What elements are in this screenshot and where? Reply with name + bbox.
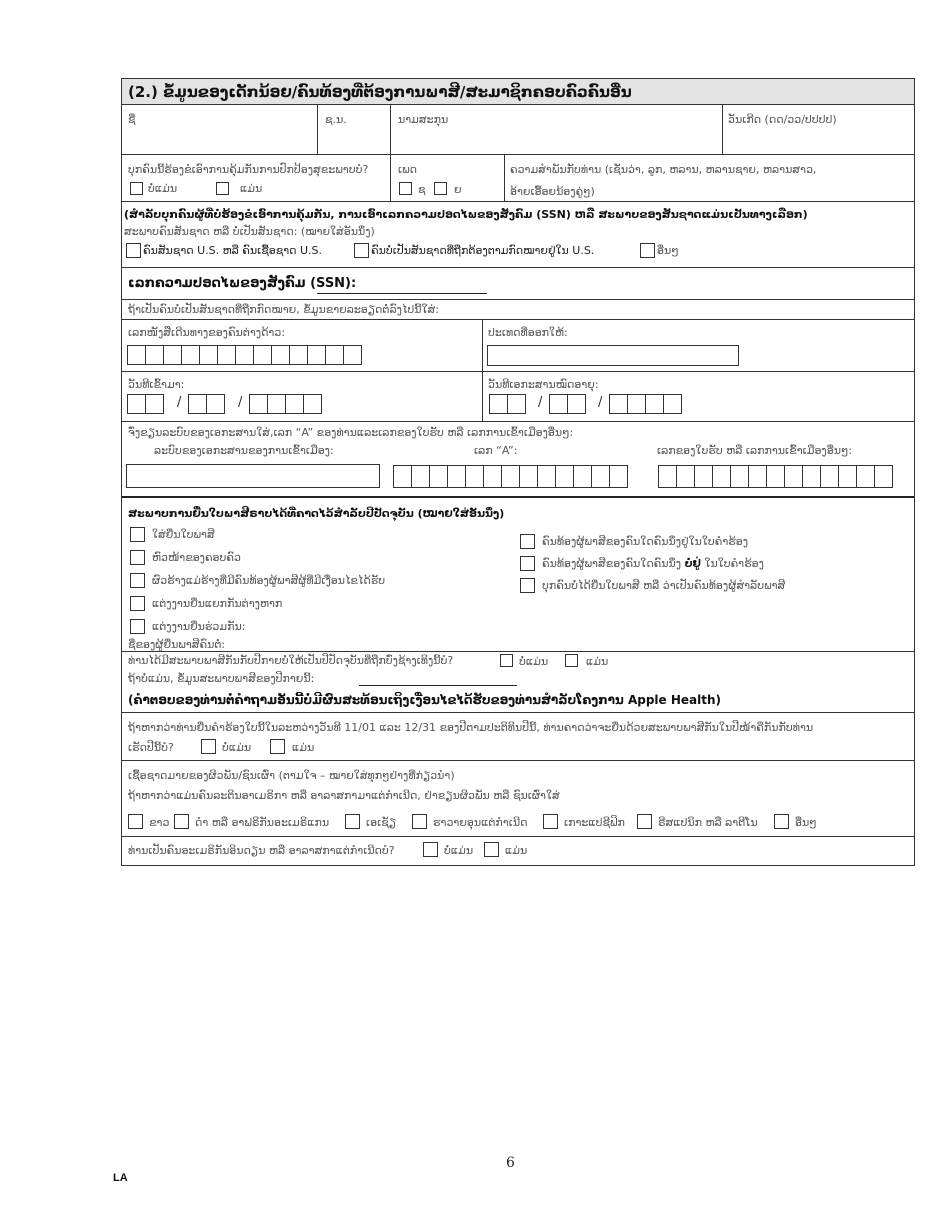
race-hispanic-label: ຣີສແປນິກ ຫລື ລາຕີໂນ xyxy=(658,816,758,829)
married-jointly-label: ແຕ່ງງານຍື່ນຮ່ວມກັນ: xyxy=(152,620,246,633)
name-row xyxy=(122,105,914,155)
ssn-input-line[interactable] xyxy=(317,293,487,294)
doc-type-input[interactable] xyxy=(126,464,380,488)
language-code: LA xyxy=(113,1172,128,1184)
not-filing-label: ບຸກຄົນບໍ່ໄດ້ຍື່ນໃບພາສີ ຫລື ວ່າເປັນຄົນທ້ອງຜູ້ສໍາລັບພາສີ xyxy=(542,579,786,592)
page-number: 6 xyxy=(506,1155,515,1171)
lawful-noncitizen-checkbox[interactable] xyxy=(354,243,369,258)
coverage-yes-checkbox[interactable] xyxy=(216,182,229,195)
sex-f-label: ຍ xyxy=(454,183,462,196)
same-status-yes-label: ແມ່ນ xyxy=(586,655,609,668)
passport-label: ເລກໜັງສືເດີນທາງຂອງຄົນຕ່າງດ້າວ: xyxy=(128,326,286,339)
coverage-row xyxy=(122,155,914,202)
passport-boxes[interactable] xyxy=(127,345,361,365)
next-year-yes-checkbox[interactable] xyxy=(270,739,285,754)
race-note: ຖ້າຫາກວ່າແມ່ນຄົນລະຕິນອາເມຣິກາ ຫລື ອາລາສກາມາແຕ່ກໍາເນີດ, ຢ່າຂຽນຜິວພັນ ຫລື ຊົນເຜົ່າໃສ່ xyxy=(128,789,560,802)
last-name-label[interactable]: ນາມສະກຸນ xyxy=(398,113,449,126)
country-label: ປະເທດທີ່ອອກໃຫ້: xyxy=(488,326,568,339)
not-filing-checkbox[interactable] xyxy=(520,578,535,593)
apple-health-note: (ຄໍາຕອບຂອງທ່ານຕໍ່ຄໍາຖາມອັນນີ້ບໍ່ມີຜົນສະທ້ອນເຖິງເງື່ອນໄຂໄດ້ຮັບຂອງທ່ານສໍາລັບໂຄງການ Apple Health) xyxy=(128,693,721,707)
race-pacific-islander-label: ເກາະແປຊີຟິກ xyxy=(564,816,625,829)
same-status-no-checkbox[interactable] xyxy=(500,654,513,667)
next-year-question: ຖ້າຫາກວ່າທ່ານຍື່ນຄໍາຮ້ອງໃບນີ້ໃນລະຫວ່າງວັນທີ 11/01 ແລະ 12/31 ຂອງປີຕາມປະຕິທິນປີນີ້, ທ່ານຄາດວ່າຈະຍື່ນດ້ວຍສະພາບພາສີກັນໃນປີໜ້າຄືກັນກັບທ່ານ xyxy=(128,721,814,734)
married-separately-label: ແຕ່ງງານຍື່ນແຍກກັນຕ່າງຫາກ xyxy=(152,597,283,610)
tax-filing-title: ສະພາບການຍື່ນໃບພາສີຣາບໄດ້ທີ່ຄາດໄວ້ສໍາລັບປີປັດຈຸບັນ (ໝາຍໃສ່ອັນນຶ່ງ) xyxy=(128,507,505,520)
receipt-number-label: ເລກຂອງໃບຮັບ ຫລື ເລກການເຂົ້າເມືອງອື່ນໆ: xyxy=(657,444,853,457)
married-separately-checkbox[interactable] xyxy=(130,596,145,611)
passport-row xyxy=(122,320,914,372)
same-status-no-label: ບໍ່ແມ່ນ xyxy=(519,655,549,668)
citizenship-status-label: ສະພາບຄົນສັນຊາດ ຫລື ບໍ່ເປັນສັນຊາດ: (ໝາຍໃສ່ອັນນຶ່ງ) xyxy=(124,225,375,238)
country-input[interactable] xyxy=(487,345,739,366)
relationship-label[interactable]: ຄວາມສໍາພັນກັບທ່ານ (ເຊັ່ນວ່າ, ລູກ, ຫລານ, ຫລານຊາຍ, ຫລານສາວ, xyxy=(510,163,817,176)
date-entered-month[interactable] xyxy=(127,394,163,414)
next-year-question-2: ເຮັດປີນີ້ບໍ? xyxy=(128,741,174,754)
married-jointly-checkbox[interactable] xyxy=(130,619,145,634)
qualifying-widow-checkbox[interactable] xyxy=(130,573,145,588)
dependent-not-on-app-label: ຄົນທ້ອງຜູ້ພາສີຂອງຄົນໃດຄົນນຶ່ງ ບໍ່ຢູ່ ໃນໃບຄໍາຮ້ອງ xyxy=(542,557,764,570)
sex-f-checkbox[interactable] xyxy=(434,182,447,195)
us-citizen-checkbox[interactable] xyxy=(126,243,141,258)
us-citizen-label: ຄົນສັນຊາດ U.S. ຫລື ຄົນເຊື້ອຊາດ U.S. xyxy=(143,244,323,257)
lawful-noncitizen-label: ຄົນບໍ່ເປັນສັນຊາດທີ່ຖືກຕ້ອງຕາມກົດໝາຍຢູ່ໃນ U.S. xyxy=(371,244,595,257)
citizenship-row xyxy=(122,202,914,268)
doc-type-label: ລະບົບຂອງເອກະສານຂອງການເຂົ້າເມືອງ: xyxy=(154,444,334,457)
sex-m-checkbox[interactable] xyxy=(399,182,412,195)
doc-expire-year[interactable] xyxy=(609,394,681,414)
date-entered-year[interactable] xyxy=(249,394,321,414)
race-black-label: ດໍາ ຫລື ອາຟຣິກັນອະເມຣິແກນ xyxy=(195,816,330,829)
qualifying-widow-label: ຜົວຮ້າງແມ່ຮ້າງທີ່ມີຄົນທ້ອງຜູ້ພາສີຜູ້ທີ່ມີເງື່ອນໄຂໄດ້ຮັບ xyxy=(152,574,386,587)
other-status-checkbox[interactable] xyxy=(640,243,655,258)
race-section xyxy=(122,761,914,837)
a-number-boxes[interactable] xyxy=(393,465,627,488)
doc-expire-label: ວັນທີເອກະສານໝົດອາຍຸ: xyxy=(488,378,599,391)
ssn-row xyxy=(122,268,914,300)
race-pacific-islander-checkbox[interactable] xyxy=(543,814,558,829)
race-asian-checkbox[interactable] xyxy=(345,814,360,829)
receipt-number-boxes[interactable] xyxy=(658,465,892,488)
race-black-checkbox[interactable] xyxy=(174,814,189,829)
coverage-no-checkbox[interactable] xyxy=(130,182,143,195)
native-no-label: ບໍ່ແມ່ນ xyxy=(444,844,474,857)
next-year-no-label: ບໍ່ແມ່ນ xyxy=(222,741,252,754)
race-native-hawaiian-label: ຮາວາຍອຸນແຕ່ກໍາເນີດ xyxy=(433,816,528,829)
coverage-no-label: ບໍ່ແມ່ນ xyxy=(148,182,178,195)
last-year-status-label: ຖ້າບໍ່ແມ່ນ, ຂໍ້ມູນສະພາບພາສີຂອງປີກາຍນີ້: xyxy=(128,672,315,685)
document-row xyxy=(122,422,914,498)
section-title: (2.) ຂໍ້ມູນຂອງເດັກນ້ອຍ/ຄົນທ້ອງທີ່ຕ້ອງການພາສີ/ສະມາຊິກຄອບຄົວຄົນອື່ນ xyxy=(128,83,632,101)
single-checkbox[interactable] xyxy=(130,527,145,542)
sex-m-label: ຊ xyxy=(418,183,426,196)
doc-expire-day[interactable] xyxy=(549,394,585,414)
dob-label[interactable]: ວັນເກີດ (ດດ/ວວ/ປປປປ) xyxy=(728,113,837,126)
race-title: ເຊື້ອຊາດມາຍຂອງຜິວພັນ/ຊົນເຜົ່າ (ຕາມໃຈ – ໝາຍໃສ່ທຸກໆຢ່າງທີ່ກ່ຽວນໍາ) xyxy=(128,769,455,782)
dependent-on-app-label: ຄົນທ້ອງຜູ້ພາສີຂອງຄົນໃດຄົນນຶ່ງຢູ່ໃນໃບຄໍາຮ້ອງ xyxy=(542,535,749,548)
race-asian-label: ເອເຊັຽ xyxy=(366,816,397,829)
race-other-label: ອື່ນໆ xyxy=(795,816,817,829)
next-year-yes-label: ແມ່ນ xyxy=(292,741,315,754)
other-status-label: ອື່ນໆ xyxy=(657,244,679,257)
dependent-on-app-checkbox[interactable] xyxy=(520,534,535,549)
coverage-yes-label: ແມ່ນ xyxy=(240,182,263,195)
race-hispanic-checkbox[interactable] xyxy=(637,814,652,829)
sex-label: ເພດ xyxy=(398,163,418,176)
dates-row: ວັນທີເຂົ້າມາ: / / ວັນທີເອກະສານໝົດອາຍຸ: / / xyxy=(122,372,914,422)
single-label: ໃສ່ຍື່ນໃບພາສີ xyxy=(152,528,215,541)
date-entered-label: ວັນທີເຂົ້າມາ: xyxy=(128,378,185,391)
first-name-label[interactable]: ຊື່ xyxy=(128,113,136,126)
coverage-question: ບຸກຄົນນີ້ຮ້ອງຂໍເອົາການຄຸ້ມກັນການປົກປ້ອງສຸຂະພາບບໍ? xyxy=(128,163,369,176)
a-number-label: ເລກ “A”: xyxy=(474,444,518,457)
race-white-label: ຂາວ xyxy=(149,816,170,829)
tax-filing-section xyxy=(122,498,914,713)
relationship-label-2: ອ້າຍເອື້ອຍນ້ອງຄູ່ໆ) xyxy=(510,185,595,198)
section-header xyxy=(122,79,914,105)
immigration-note-row xyxy=(122,300,914,320)
last-year-status-input[interactable] xyxy=(359,685,517,686)
native-no-checkbox[interactable] xyxy=(423,842,438,857)
race-white-checkbox[interactable] xyxy=(128,814,143,829)
race-native-hawaiian-checkbox[interactable] xyxy=(412,814,427,829)
native-yes-label: ແມ່ນ xyxy=(505,844,528,857)
race-other-checkbox[interactable] xyxy=(774,814,789,829)
dependent-not-on-app-checkbox[interactable] xyxy=(520,556,535,571)
head-of-household-checkbox[interactable] xyxy=(130,550,145,565)
head-of-household-label: ຫົວໜ້າຂອງຄອບຄົວ xyxy=(152,551,241,564)
same-status-yes-checkbox[interactable] xyxy=(565,654,578,667)
doc-instructions: ຈົ່ງຂຽນລະບົບຂອງເອກະສານໃສ່,ເລກ “A” ຂອງທ່ານແລະເລກຂອງໃບຮັບ ຫລື ເລກການເຂົ້າເມືອງອື່ນໆ: xyxy=(128,426,574,439)
filer-name-label: ຊື່ຂອງຜູ້ຍື່ນພາສີຄົນຕໍ່: xyxy=(128,638,226,651)
native-yes-checkbox[interactable] xyxy=(484,842,499,857)
native-question: ທ່ານເປັນຄົນອະເມຣິກັນອິນດຽນ ຫລື ອາລາສກາແຕ່ກໍາເນີດບໍ? xyxy=(128,844,395,857)
ssn-label: ເລກຄວາມປອດໄພຂອງສັງຄົມ (SSN): xyxy=(128,276,357,291)
next-year-row xyxy=(122,713,914,761)
same-status-question: ທ່ານໄດ້ມີສະພາບພາສີກັນກັບປີກາຍບໍ່ໃຫ້ເປັນປີປັດຈຸບັນທີ່ຖືກບົ່ງຊ້າງເທິງນີ້ບໍ? xyxy=(128,654,454,667)
dependent-info-form xyxy=(121,78,915,866)
date-entered-day[interactable] xyxy=(188,394,224,414)
next-year-no-checkbox[interactable] xyxy=(201,739,216,754)
ssn-optional-note: (ສໍາລັບບຸກຄົນຜູ້ທີ່ບໍ່ຮ້ອງຂໍເອົາການຄຸ້ມກັນ, ການເອົາເລກຄວາມປອດໄພຂອງສັງຄົມ (SSN) ຫລື ສະພາບຂອງສັນຊາດແມ່ນເປັນທາງເລືອກ) xyxy=(124,208,808,221)
immigration-note: ຖ້າເປັນຄົນບໍ່ເປັນສັນຊາດທີ່ຖືກກົດໝາຍ, ຂໍ້ມູນຂາຍລະອຽດຕໍ່ລົງໄປນີ້ໃສ່: xyxy=(128,303,439,316)
native-row xyxy=(122,837,914,865)
middle-initial-label[interactable]: ຊ.ນ. xyxy=(325,113,347,126)
doc-expire-month[interactable] xyxy=(489,394,525,414)
